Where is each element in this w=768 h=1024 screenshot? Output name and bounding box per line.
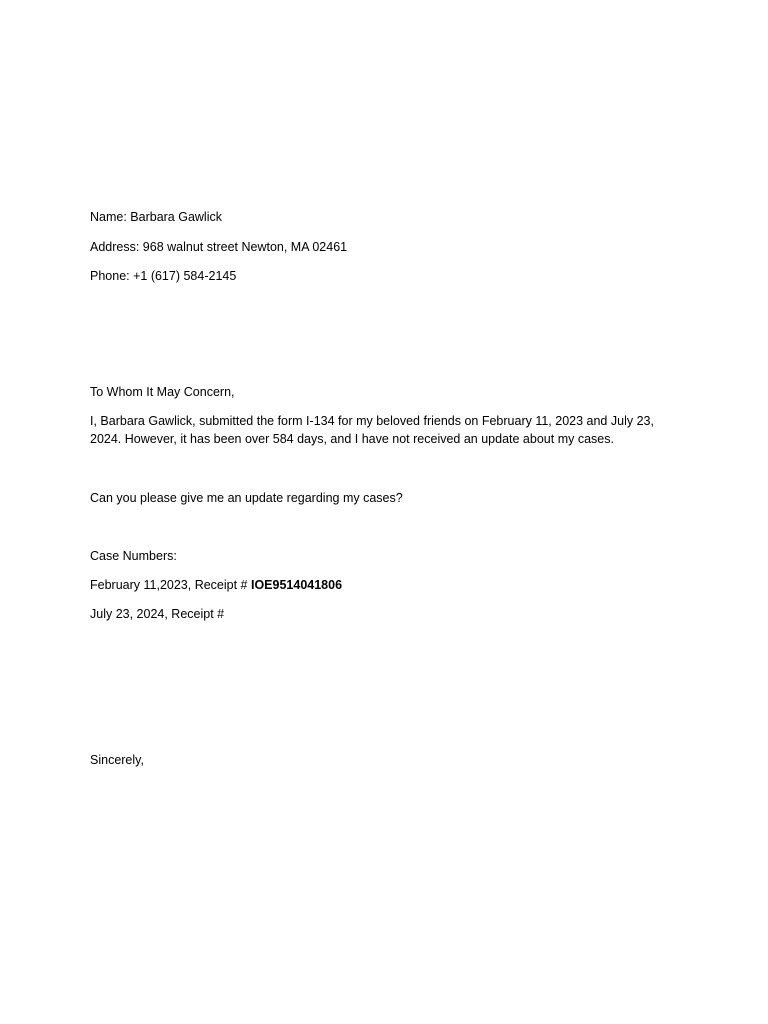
case-2-prefix: July 23, 2024, Receipt # [90,607,225,621]
case-1-prefix: February 11,2023, Receipt # [90,578,251,592]
case-1-receipt: IOE9514041806 [250,578,343,592]
case-line-1 [90,576,680,594]
body-line-2: 2024. However, it has been over 584 days, and I have not received an update about my cases. [90,432,614,446]
sender-address: Address: 968 walnut street Newton, MA 02461 [90,240,348,254]
sender-phone: Phone: +1 (617) 584-2145 [90,269,237,283]
update-request: Can you please give me an update regarding my cases? [90,491,403,505]
case-line-2 [90,605,680,623]
case-numbers-label: Case Numbers: [90,549,177,563]
body-line-1: I, Barbara Gawlick, submitted the form I-134 for my beloved friends on February 11, 2023 and July 23, [90,414,654,428]
salutation: To Whom It May Concern, [90,385,235,399]
sender-name: Name: Barbara Gawlick [90,210,222,224]
closing: Sincerely, [90,753,144,767]
